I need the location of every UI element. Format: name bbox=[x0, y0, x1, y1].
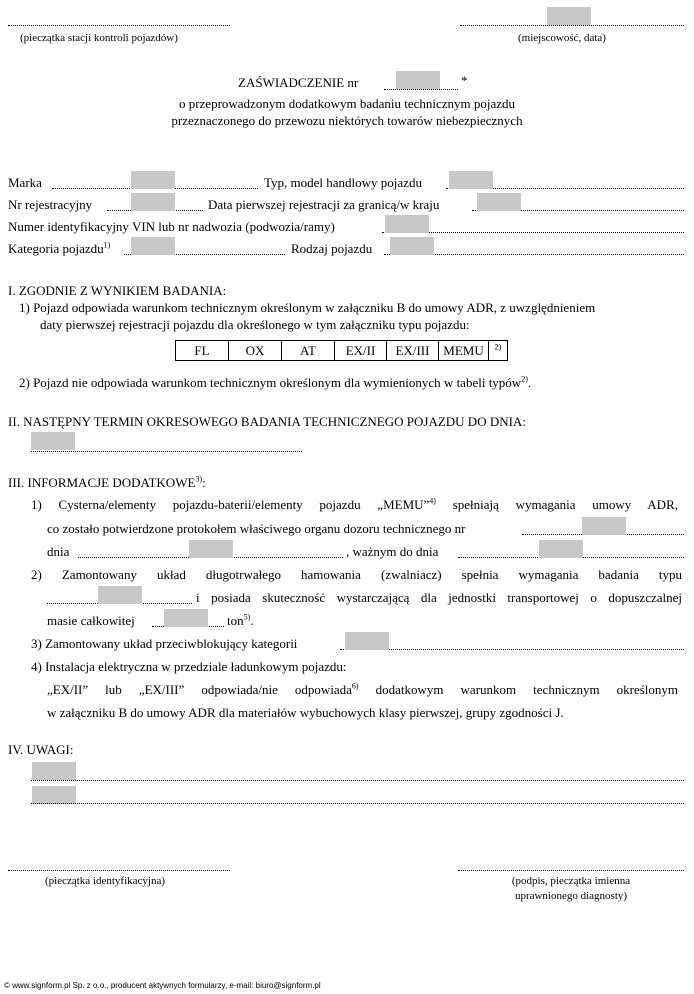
reg-label: Nr rejestracyjny bbox=[8, 197, 93, 212]
types-note: 2) bbox=[494, 342, 502, 352]
vehicle-types-table bbox=[175, 340, 508, 361]
vin-label: Numer identyfikacyjny VIN lub nr nadwozia (podwozia/ramy) bbox=[8, 219, 335, 234]
category-field[interactable] bbox=[131, 237, 175, 255]
abs-category-field[interactable] bbox=[345, 632, 389, 650]
id-stamp-line bbox=[8, 870, 230, 871]
remarks-line-1 bbox=[31, 780, 684, 781]
type-cell-memu[interactable]: MEMU bbox=[439, 341, 489, 361]
section-3-item-1-text-a: 1) Cysterna/elementy pojazdu-baterii/elementy pojazdu „MEMU” bbox=[31, 497, 430, 512]
section-1-item-1-line-2: daty pierwszej rejestracji pojazdu dla określonego w tym załączniku typu pojazdu: bbox=[40, 317, 470, 332]
id-stamp-caption: (pieczątka identyfikacyjna) bbox=[45, 875, 166, 887]
certificate-title-text: ZAŚWIADCZENIE nr bbox=[238, 75, 359, 90]
valid-until-field[interactable] bbox=[539, 540, 583, 558]
section-3-item-1-line-2: co zostało potwierdzone protokołem właściwego organu dozoru technicznego nr bbox=[47, 521, 466, 536]
first-reg-field[interactable] bbox=[477, 193, 521, 211]
title-asterisk: * bbox=[461, 73, 468, 88]
type-cell-at[interactable]: AT bbox=[282, 341, 335, 361]
next-inspection-field[interactable] bbox=[31, 432, 75, 450]
mass-field[interactable] bbox=[164, 609, 208, 627]
protocol-date-field[interactable] bbox=[189, 540, 233, 558]
stamp-caption: (pieczątka stacji kontroli pojazdów) bbox=[20, 32, 178, 44]
section-3-item-2-line-1: 2) Zamontowany układ długotrwałego hamowania (zwalniacz) spełnia wymagania badania typu bbox=[31, 567, 682, 582]
protocol-number-field[interactable] bbox=[582, 517, 626, 535]
kind-field[interactable] bbox=[390, 237, 434, 255]
section-3-item-1-note: 4) bbox=[429, 496, 436, 506]
section-3-item-4-line-2 bbox=[47, 682, 678, 698]
title-line-2: o przeprowadzonym dodatkowym badaniu technicznym pojazdu bbox=[178, 96, 516, 111]
type-cell-ox[interactable]: OX bbox=[229, 341, 282, 361]
section-1-item-1-line-1: 1) Pojazd odpowiada warunkom technicznym określonym w załączniku B do umowy ADR, z uwzględnieniem bbox=[19, 300, 596, 315]
type-cell-ex2[interactable]: EX/II bbox=[335, 341, 387, 361]
certificate-number-line bbox=[384, 89, 458, 90]
stamp-line bbox=[8, 25, 230, 26]
section-3-heading-note: 3) bbox=[195, 474, 203, 484]
certificate-number-field[interactable] bbox=[396, 71, 440, 89]
certificate-title bbox=[238, 75, 358, 90]
section-3-item-2-mass-label: masie całkowitej bbox=[47, 613, 135, 628]
section-3-item-4-line-3: w załączniku B do umowy ADR dla materiałów wybuchowych klasy pierwszej, grupy zgodności J. bbox=[47, 705, 564, 720]
section-3-item-1-text-b: spełniają wymagania umowy ADR, bbox=[452, 497, 678, 512]
section-3-heading: III. INFORMACJE DODATKOWE$^{3)}$: bbox=[8, 474, 206, 490]
brake-type-field[interactable] bbox=[98, 586, 142, 604]
reg-field[interactable] bbox=[131, 193, 175, 211]
section-3-item-2-line-2: i posiada skuteczność wystarczającą dla jednostki transportowej o dopuszczalnej bbox=[196, 590, 682, 605]
section-3-item-1-valid: , ważnym do dnia bbox=[346, 544, 439, 559]
section-3-item-1-day: dnia bbox=[47, 544, 70, 559]
category-label bbox=[8, 241, 110, 256]
make-field[interactable] bbox=[131, 171, 175, 189]
type-field[interactable] bbox=[449, 171, 493, 189]
type-cell-fl[interactable]: FL bbox=[176, 341, 229, 361]
section-2-heading: II. NASTĘPNY TERMIN OKRESOWEGO BADANIA TECHNICZNEGO POJAZDU DO DNIA: bbox=[8, 414, 526, 429]
signature-caption-1: (podpis, pieczątka imienna bbox=[511, 875, 631, 887]
kind-label: Rodzaj pojazdu bbox=[291, 241, 373, 256]
section-3-item-1-line-1 bbox=[31, 497, 678, 513]
section-3-heading-text: III. INFORMACJE DODATKOWE bbox=[8, 475, 196, 490]
place-date-field[interactable] bbox=[547, 7, 591, 25]
next-inspection-line bbox=[31, 451, 302, 452]
section-3-item-3: 3) Zamontowany układ przeciwblokujący kategorii bbox=[31, 636, 298, 651]
category-note: 1) bbox=[103, 240, 111, 250]
section-3-item-2-tons: ton$^{5)}$. bbox=[227, 612, 254, 628]
section-1-item-2-note: 2) bbox=[521, 374, 528, 384]
section-1-heading: I. ZGODNIE Z WYNIKIEM BADANIA: bbox=[8, 283, 227, 298]
abs-category-line bbox=[340, 649, 684, 650]
section-1-item-2-text: 2) Pojazd nie odpowiada warunkom technicznym określonym dla wymienionych w tabeli typów bbox=[19, 375, 522, 390]
signature-caption-2: uprawnionego diagnosty) bbox=[514, 890, 628, 902]
section-1-item-2: 2) Pojazd nie odpowiada warunkom technicznym określonym dla wymienionych w tabeli typów$^{2)}$. bbox=[19, 374, 532, 390]
signature-line bbox=[458, 870, 684, 871]
title-line-3: przeznaczonego do przewozu niektórych towarów niebezpiecznych bbox=[171, 113, 523, 128]
type-cell-ex3[interactable]: EX/III bbox=[387, 341, 439, 361]
section-3-item-4-note: 6) bbox=[351, 681, 359, 691]
section-3-item-2-tons-text: ton bbox=[227, 613, 244, 628]
section-3-item-2-note: 5) bbox=[243, 612, 251, 622]
footer-copyright: © www.signform.pl Sp. z o.o., producent aktywnych formularzy, e-mail: biuro@signform.pl bbox=[4, 981, 321, 990]
first-reg-label: Data pierwszej rejestracji za granicą/w kraju bbox=[208, 197, 440, 212]
remarks-field-2[interactable] bbox=[32, 786, 76, 804]
remarks-field-1[interactable] bbox=[32, 762, 76, 780]
section-3-item-4-line-1: 4) Instalacja elektryczna w przedziale ładunkowym pojazdu: bbox=[31, 659, 347, 674]
place-date-line bbox=[460, 25, 684, 26]
section-3-item-4-text-a: „EX/II” lub „EX/III” odpowiada/nie odpowiada bbox=[47, 682, 352, 697]
remarks-line-2 bbox=[31, 803, 684, 804]
category-label-text: Kategoria pojazdu bbox=[8, 241, 104, 256]
type-label: Typ, model handlowy pojazdu bbox=[264, 175, 422, 190]
section-3-item-2-line-3 bbox=[47, 613, 135, 628]
make-label: Marka bbox=[8, 175, 42, 190]
place-date-caption: (miejscowość, data) bbox=[518, 32, 606, 44]
vin-field[interactable] bbox=[385, 215, 429, 233]
section-4-heading: IV. UWAGI: bbox=[8, 742, 74, 757]
types-note-cell bbox=[489, 341, 508, 361]
section-3-item-4-text-b: dodatkowym warunkom technicznym określonym bbox=[375, 682, 678, 697]
